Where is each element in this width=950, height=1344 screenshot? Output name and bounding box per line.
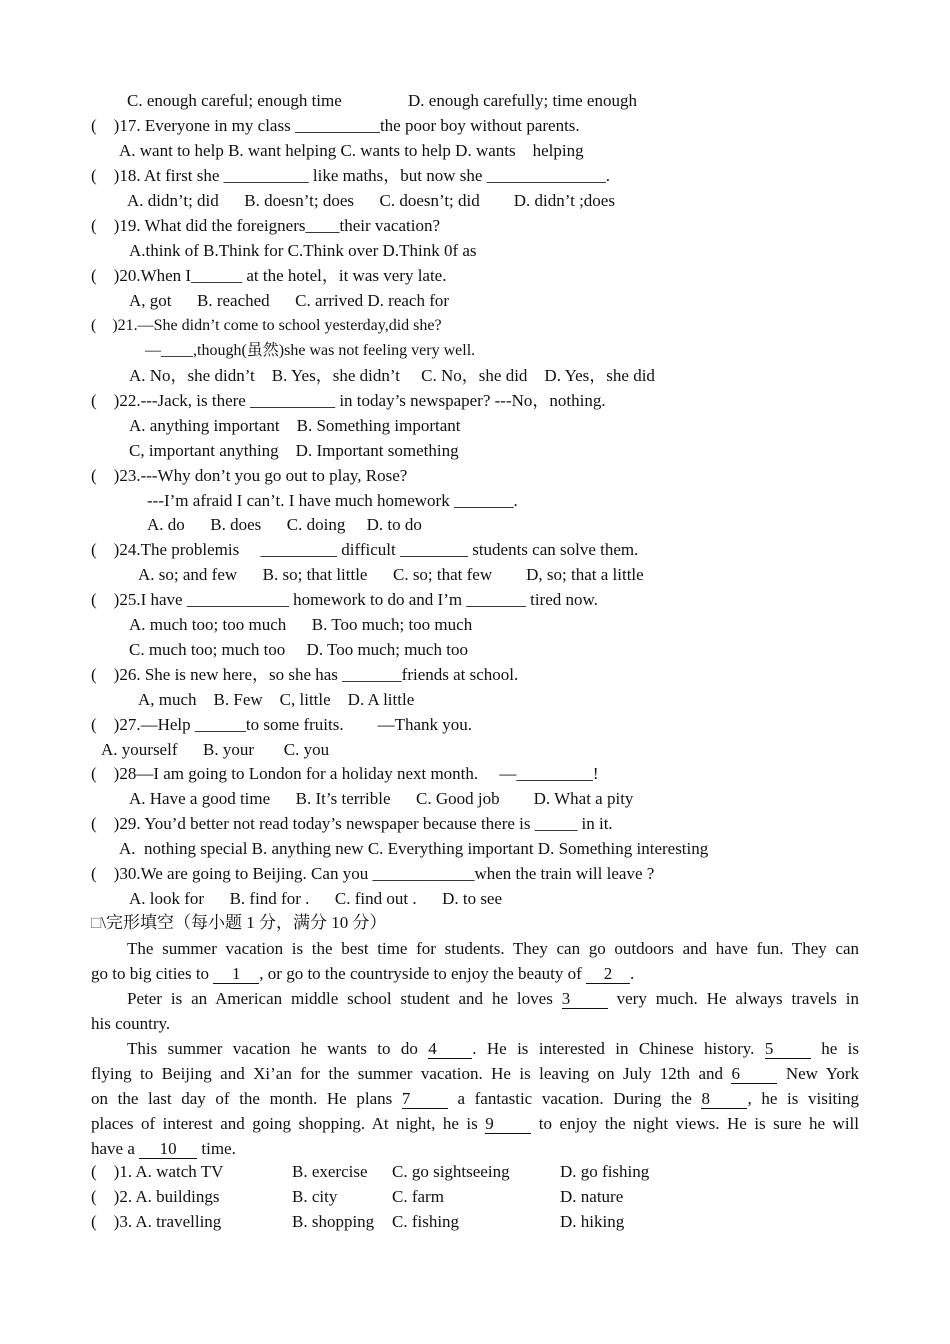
q24-options: A. so; and few B. so; that little C. so; that few D, so; that a little — [138, 565, 644, 584]
blank-9: 9 — [485, 1115, 531, 1134]
q23-stem-reply: ---I’m afraid I can’t. I have much homework _______. — [147, 491, 518, 510]
q30-options: A. look for B. find for . C. find out . D. to see — [129, 889, 503, 908]
heading-marker: □ — [91, 913, 102, 932]
cloze-p1-line2: go to big cities to 1 , or go to the countryside to enjoy the beauty of 2 . — [91, 964, 635, 983]
q19-options: A.think of B.Think for C.Think over D.Think 0f as — [129, 241, 477, 260]
cloze-p1-line1: The summer vacation is the best time for students. They can go outdoors and have fun. They can — [127, 939, 859, 958]
q29-options: A. nothing special B. anything new C. Everything important D. Something interesting — [119, 839, 709, 858]
q19-stem: ( )19. What did the foreigners____their vacation? — [91, 216, 441, 235]
blank-1: 1 — [213, 965, 259, 984]
cloze-item-3-c: C. fishing — [392, 1212, 460, 1231]
q20-options: A, got B. reached C. arrived D. reach for — [129, 291, 450, 310]
q22-options-ab: A. anything important B. Something important — [129, 416, 461, 435]
cloze-heading: □\完形填空（每小题 1 分，满分 10 分） — [91, 913, 387, 932]
cloze-item-3-d: D. hiking — [560, 1212, 625, 1231]
q17-stem: ( )17. Everyone in my class __________the poor boy without parents. — [91, 116, 580, 135]
blank-3: 3 — [562, 990, 608, 1009]
blank-4: 4 — [428, 1040, 472, 1059]
q27-stem: ( )27.—Help ______to some fruits. —Thank you. — [91, 715, 473, 734]
q17-options: A. want to help B. want helping C. wants to help D. wants helping — [119, 141, 584, 160]
q22-options-cd: C, important anything D. Important something — [129, 441, 459, 460]
cloze-item-1-b: B. exercise — [292, 1162, 368, 1181]
cloze-item-1-a: ( )1. A. watch TV — [91, 1162, 224, 1181]
cloze-item-2-d: D. nature — [560, 1187, 624, 1206]
q25-options-cd: C. much too; much too D. Too much; much too — [129, 640, 468, 659]
blank-7: 7 — [402, 1090, 448, 1109]
q24-stem: ( )24.The problemis _________ difficult ________ students can solve them. — [91, 540, 639, 559]
q16-option-c: C. enough careful; enough time — [127, 91, 342, 110]
cloze-p3-line5: have a 10 time. — [91, 1139, 236, 1158]
q21-options: A. No，she didn’t B. Yes，she didn’t C. No，she did D. Yes，she did — [129, 366, 655, 385]
q23-stem: ( )23.---Why don’t you go out to play, Rose? — [91, 466, 408, 485]
q22-stem: ( )22.---Jack, is there __________ in today’s newspaper? ---No，nothing. — [91, 391, 606, 410]
q16-option-d: D. enough carefully; time enough — [408, 91, 637, 110]
q25-options-ab: A. much too; too much B. Too much; too much — [129, 615, 473, 634]
cloze-item-1-c: C. go sightseeing — [392, 1162, 510, 1181]
cloze-item-2-a: ( )2. A. buildings — [91, 1187, 220, 1206]
q26-stem: ( )26. She is new here，so she has _______friends at school. — [91, 665, 519, 684]
cloze-p2-line2: his country. — [91, 1014, 171, 1033]
cloze-p3-line2: flying to Beijing and Xi’an for the summer vacation. He is leaving on July 12th and 6 New York — [91, 1064, 859, 1083]
cloze-p2-line1: Peter is an American middle school student and he loves 3 very much. He always travels in — [127, 989, 859, 1008]
q26-options: A, much B. Few C, little D. A little — [138, 690, 415, 709]
q23-options: A. do B. does C. doing D. to do — [147, 515, 422, 534]
blank-8: 8 — [701, 1090, 747, 1109]
cloze-item-1-d: D. go fishing — [560, 1162, 650, 1181]
cloze-p3-line1: This summer vacation he wants to do 4 . He is interested in Chinese history. 5 he is — [127, 1039, 859, 1058]
cloze-item-3-b: B. shopping — [292, 1212, 375, 1231]
q21-stem: ( )21.—She didn’t come to school yesterday,did she? — [91, 317, 442, 334]
blank-6: 6 — [731, 1065, 777, 1084]
cloze-p3-line4: places of interest and going shopping. At night, he is 9 to enjoy the night views. He is sure he will — [91, 1114, 859, 1133]
blank-2: 2 — [586, 965, 630, 984]
q21-stem-reply: —____,though(虽然)she was not feeling very well. — [145, 342, 476, 359]
q28-options: A. Have a good time B. It’s terrible C. Good job D. What a pity — [129, 789, 634, 808]
q29-stem: ( )29. You’d better not read today’s newspaper because there is _____ in it. — [91, 814, 613, 833]
blank-10: 10 — [139, 1140, 197, 1159]
cloze-item-2-b: B. city — [292, 1187, 338, 1206]
q25-stem: ( )25.I have ____________ homework to do and I’m _______ tired now. — [91, 590, 598, 609]
cloze-item-2-c: C. farm — [392, 1187, 444, 1206]
cloze-item-3-a: ( )3. A. travelling — [91, 1212, 222, 1231]
q28-stem: ( )28—I am going to London for a holiday next month. —_________! — [91, 764, 599, 783]
blank-5: 5 — [765, 1040, 811, 1059]
q20-stem: ( )20.When I______ at the hotel，it was very late. — [91, 266, 447, 285]
q18-stem: ( )18. At first she __________ like maths，but now she ______________. — [91, 166, 610, 185]
q27-options: A. yourself B. your C. you — [101, 740, 330, 759]
cloze-p3-line3: on the last day of the month. He plans 7 a fantastic vacation. During the 8 , he is visiting — [91, 1089, 859, 1108]
q30-stem: ( )30.We are going to Beijing. Can you ____________when the train will leave ? — [91, 864, 655, 883]
q18-options: A. didn’t; did B. doesn’t; does C. doesn’t; did D. didn’t ;does — [127, 191, 615, 210]
